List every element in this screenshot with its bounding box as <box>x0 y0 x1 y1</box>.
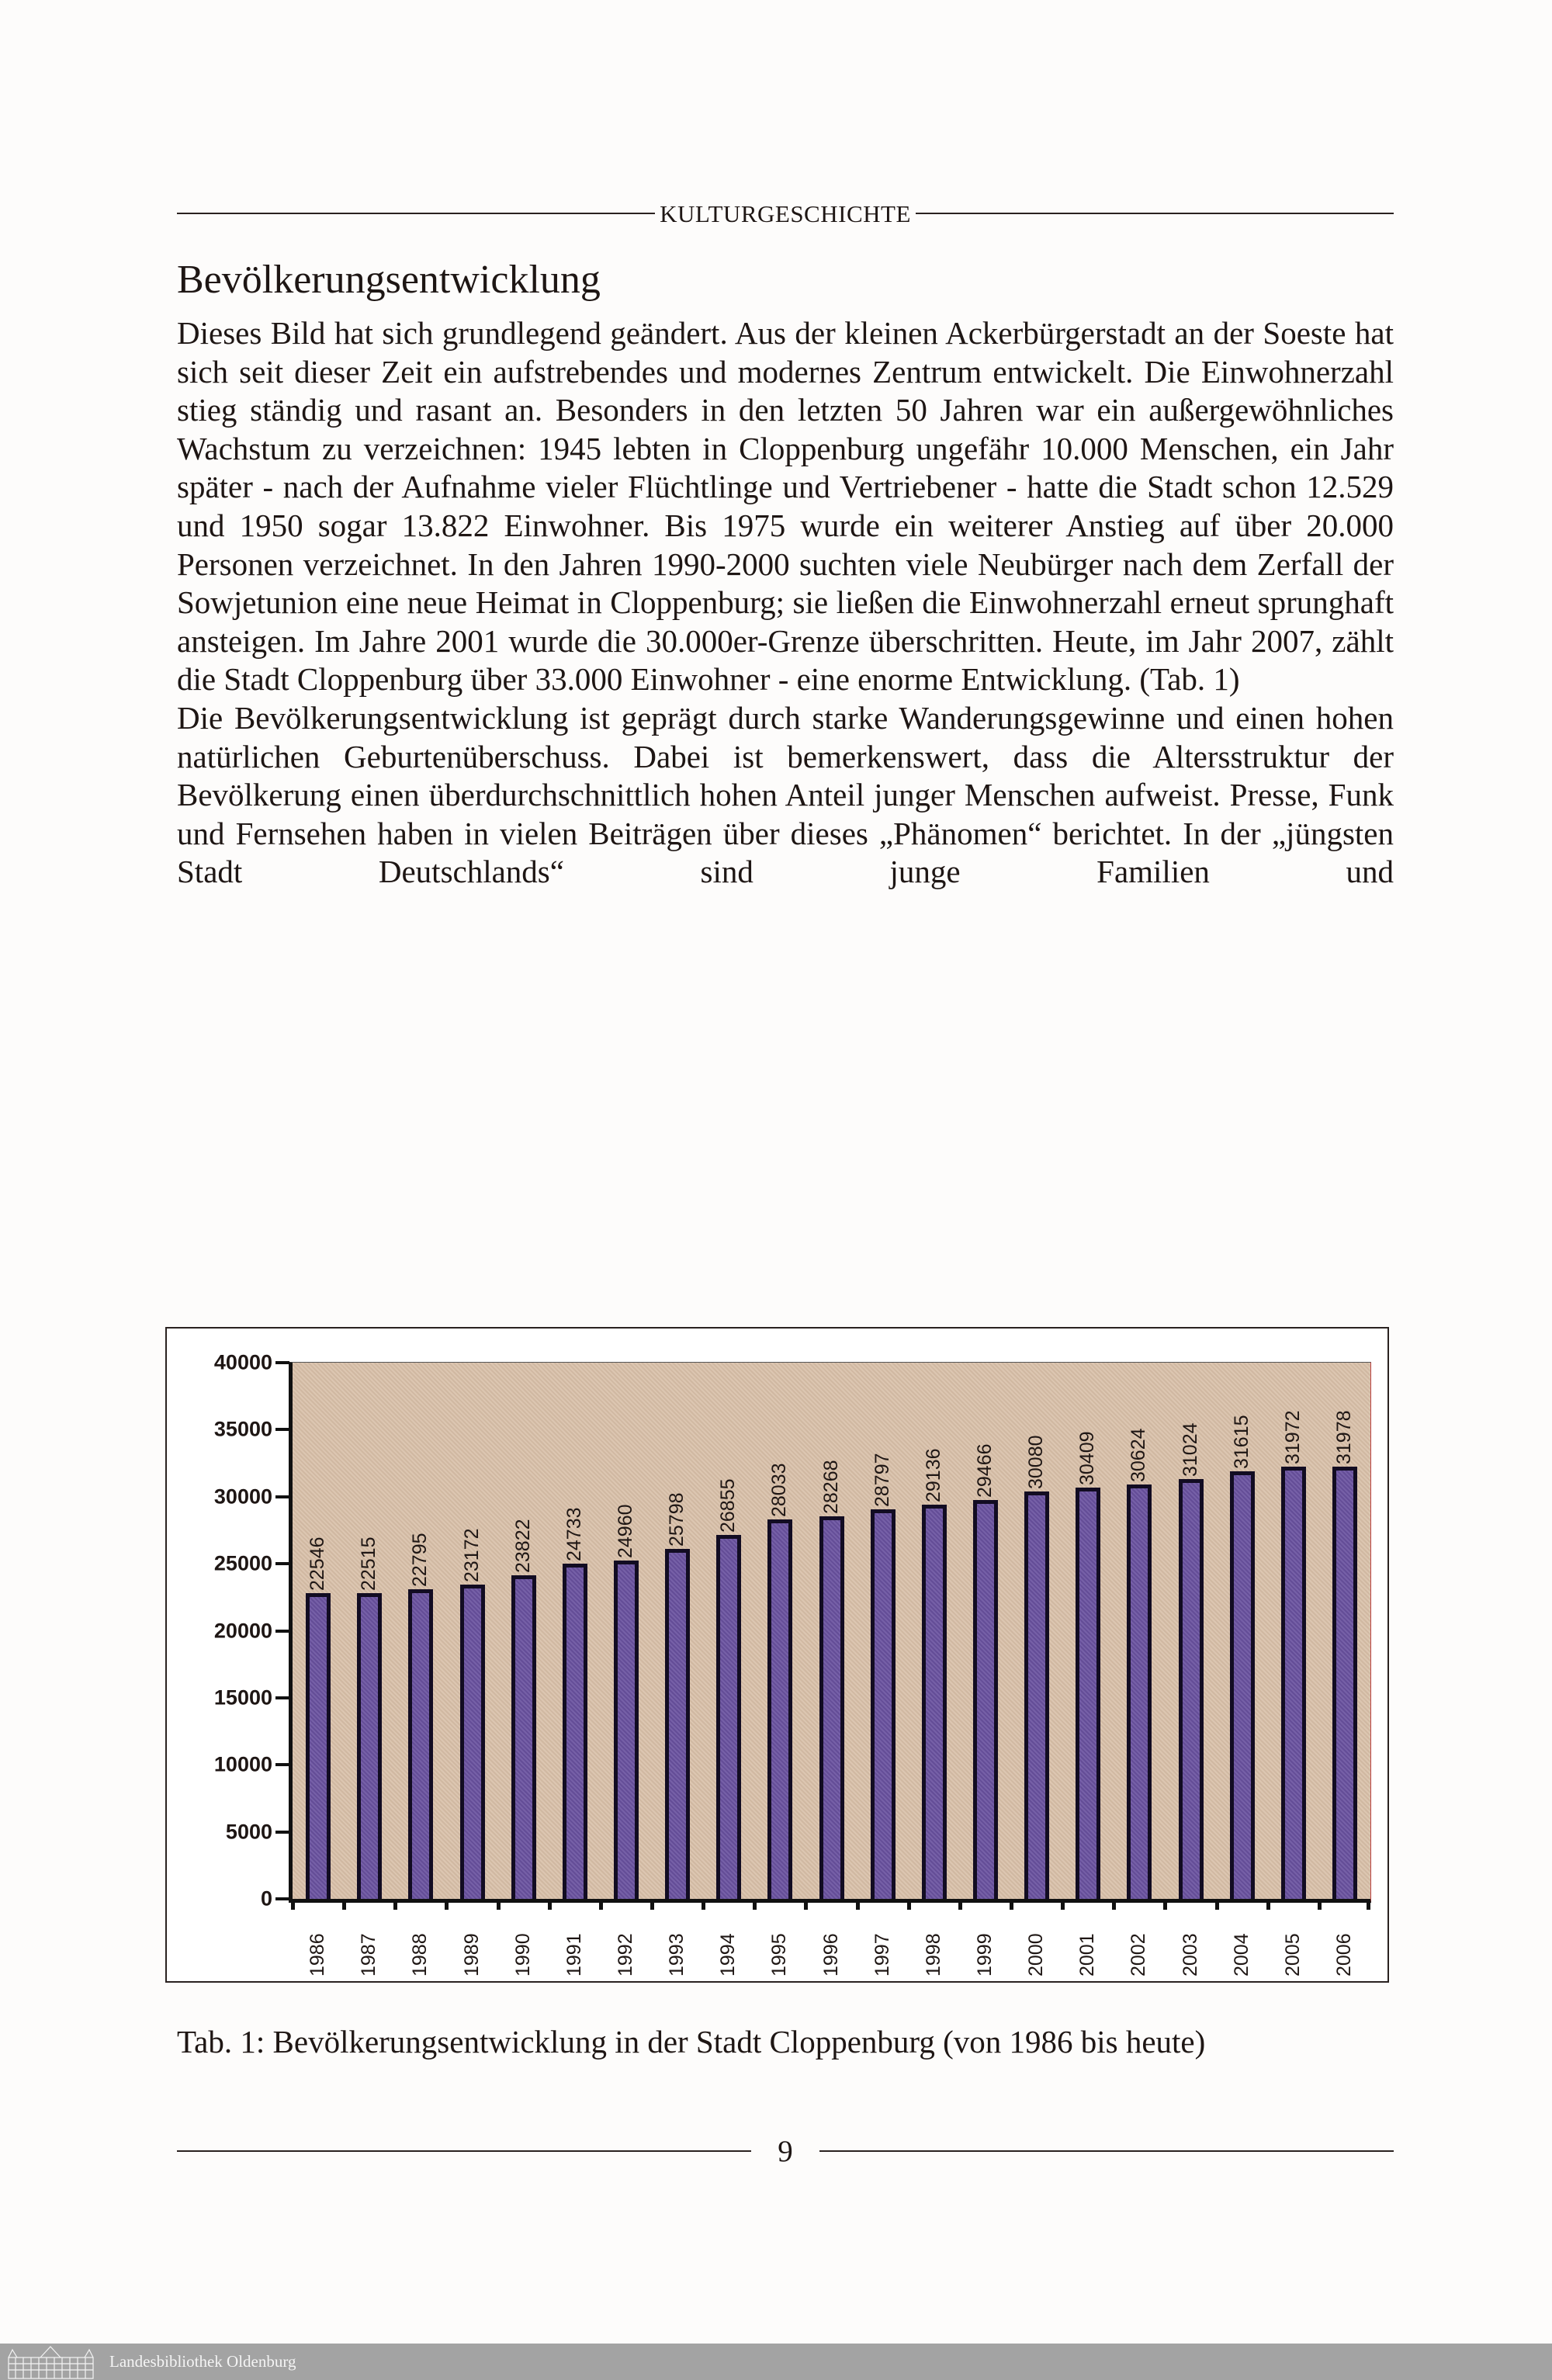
x-axis-tick <box>548 1899 552 1910</box>
paragraph-1: Dieses Bild hat sich grundlegend geändert. Aus der kleinen Ackerbürgerstadt an der Soeste hat sich seit dieser Zeit ein aufstrebendes und modernes Zentrum entwickelt. Die Einwohnerzahl stieg ständig und rasant an. Besonders in den letzten 50 Jahren war ein außergewöhnliches Wachstum zu verzeichnen: 1945 lebten in Cloppenburg ungefähr 10.000 Menschen, ein Jahr später - nach der Aufnahme vieler Flüchtlinge und Vertriebener - hatte die Stadt schon 12.529 und 1950 sogar 13.822 Einwohner. Bis 1975 wurde ein weiterer Anstieg auf über 20.000 Personen verzeichnet. In den Jahren 1990-2000 suchten viele Neubürger nach dem Zerfall der Sowjetunion eine neue Heimat in Cloppenburg; sie ließen die Einwohnerzahl erneut sprunghaft ansteigen. Im Jahre 2001 wurde die 30.000er-Grenze überschritten. Heute, im Jahr 2007, zählt die Stadt Cloppenburg über 33.000 Einwohner - eine enorme Entwicklung. (Tab. 1) <box>177 315 1394 698</box>
figure-caption: Tab. 1: Bevölkerungsentwicklung in der Stadt Cloppenburg (von 1986 bis heute) <box>177 2024 1206 2060</box>
x-axis-label: 1989 <box>460 1933 483 1976</box>
population-bar-chart <box>165 1327 1389 1983</box>
x-axis-label: 2001 <box>1076 1933 1099 1976</box>
bar-1989 <box>460 1528 485 1899</box>
x-axis-label: 1990 <box>511 1933 534 1976</box>
x-axis-label: 1987 <box>358 1933 380 1976</box>
bar-1997 <box>871 1453 896 1899</box>
x-axis-tick <box>497 1899 501 1910</box>
bar-value-label: 30409 <box>1076 1431 1099 1485</box>
bar-2001 <box>1076 1431 1100 1899</box>
x-axis-tick <box>1215 1899 1219 1910</box>
x-axis-tick <box>445 1899 449 1910</box>
x-axis-label: 2002 <box>1128 1933 1150 1976</box>
y-axis-tick <box>275 1495 289 1498</box>
bar-2006 <box>1332 1410 1357 1899</box>
bar-1994 <box>716 1478 741 1899</box>
bar-value-label: 24960 <box>614 1504 636 1558</box>
y-axis-label: 20000 <box>213 1619 272 1642</box>
library-name: Landesbibliothek Oldenburg <box>109 2352 296 2371</box>
y-axis-tick <box>275 1897 289 1900</box>
x-axis-tick <box>753 1899 757 1910</box>
bar-2005 <box>1281 1410 1306 1899</box>
x-axis-label: 1995 <box>768 1933 791 1976</box>
x-axis-tick <box>291 1899 295 1910</box>
bar-2003 <box>1179 1422 1204 1899</box>
x-axis-tick <box>393 1899 397 1910</box>
bar-1986 <box>306 1536 331 1899</box>
x-axis-tick <box>1318 1899 1322 1910</box>
y-axis-label: 15000 <box>213 1685 272 1710</box>
x-axis-tick <box>1266 1899 1270 1910</box>
header-rule-left <box>177 213 655 214</box>
y-axis-tick <box>275 1361 289 1364</box>
bar-value-label: 28797 <box>871 1453 893 1507</box>
bar-1990 <box>511 1519 536 1899</box>
bar-1988 <box>408 1533 433 1899</box>
running-header-title: KULTURGESCHICHTE <box>660 199 911 227</box>
bar-value-label: 28268 <box>819 1460 842 1514</box>
page-number: 9 <box>778 2134 793 2168</box>
bar-1996 <box>819 1460 844 1899</box>
running-header <box>177 194 1394 233</box>
x-axis-tick <box>1112 1899 1116 1910</box>
x-axis-tick <box>958 1899 962 1910</box>
bar-value-label: 22546 <box>307 1536 329 1591</box>
bar-2000 <box>1024 1435 1049 1899</box>
x-axis-label: 2006 <box>1332 1933 1355 1976</box>
x-axis-tick <box>599 1899 603 1910</box>
x-axis-label: 1986 <box>307 1933 329 1976</box>
y-axis-tick <box>275 1630 289 1633</box>
x-axis-tick <box>856 1899 860 1910</box>
bar-value-label: 31024 <box>1179 1422 1201 1478</box>
y-axis-label: 30000 <box>213 1484 272 1509</box>
bar-value-label: 31972 <box>1281 1410 1304 1464</box>
bar-value-label: 23172 <box>460 1528 483 1582</box>
bar-2002 <box>1127 1428 1152 1899</box>
x-axis-tick <box>1163 1899 1167 1910</box>
x-axis-tick <box>1010 1899 1013 1910</box>
bar-value-label: 29136 <box>922 1448 944 1502</box>
x-axis-label: 2000 <box>1025 1933 1048 1976</box>
x-axis-label: 1992 <box>614 1933 636 1976</box>
y-axis-label: 0 <box>260 1886 272 1911</box>
x-axis-label: 2003 <box>1179 1933 1201 1976</box>
x-axis-label: 1996 <box>819 1933 842 1976</box>
bar-1999 <box>973 1443 998 1899</box>
bar-value-label: 24733 <box>563 1507 585 1561</box>
x-axis-tick <box>702 1899 705 1910</box>
bar-value-label: 23822 <box>511 1519 534 1574</box>
bar-1995 <box>767 1463 792 1899</box>
x-axis-label: 2004 <box>1230 1933 1252 1976</box>
library-building-icon <box>6 2345 95 2379</box>
y-axis-label: 5000 <box>225 1820 272 1844</box>
y-axis-tick <box>275 1428 289 1431</box>
bar-value-label: 30624 <box>1128 1428 1150 1482</box>
plot-area <box>213 1350 1371 1976</box>
y-axis-label: 25000 <box>213 1551 272 1575</box>
bar-value-label: 26855 <box>717 1478 740 1533</box>
bar-1992 <box>614 1504 639 1899</box>
bar-value-label: 28033 <box>768 1463 791 1517</box>
bar-1991 <box>563 1507 587 1899</box>
bar-value-label: 29466 <box>973 1443 996 1498</box>
x-axis-tick <box>907 1899 911 1910</box>
bar-1987 <box>357 1536 382 1899</box>
x-axis-tick <box>650 1899 654 1910</box>
y-axis-tick <box>275 1763 289 1766</box>
x-axis-label: 1994 <box>717 1933 740 1976</box>
x-axis-label: 2005 <box>1281 1933 1304 1976</box>
x-axis-label: 1999 <box>973 1933 996 1976</box>
body-text <box>177 314 1394 892</box>
y-axis-tick <box>275 1831 289 1834</box>
bar-value-label: 25798 <box>666 1492 688 1547</box>
header-rule-right <box>916 213 1394 214</box>
section-heading: Bevölkerungsentwicklung <box>177 258 601 302</box>
bar-1993 <box>665 1492 690 1899</box>
bar-value-label: 22515 <box>358 1536 380 1592</box>
bar-value-label: 31615 <box>1230 1415 1252 1469</box>
y-axis-label: 35000 <box>213 1417 272 1441</box>
x-axis-label: 1998 <box>922 1933 944 1976</box>
bar-1998 <box>922 1448 947 1899</box>
y-axis-tick <box>275 1696 289 1699</box>
x-axis-label: 1993 <box>666 1933 688 1976</box>
footer-rule-left <box>177 2150 751 2152</box>
y-axis-label: 10000 <box>213 1752 272 1776</box>
page-footer <box>177 2132 1394 2170</box>
x-axis-label: 1988 <box>409 1933 431 1976</box>
library-watermark-bar <box>0 2344 1552 2380</box>
y-axis-label: 40000 <box>213 1350 272 1374</box>
bar-2004 <box>1230 1415 1255 1899</box>
footer-rule-right <box>819 2150 1394 2152</box>
y-axis-tick <box>275 1562 289 1565</box>
x-axis-label: 1997 <box>871 1933 893 1976</box>
x-axis-tick <box>1061 1899 1065 1910</box>
x-axis-tick <box>804 1899 808 1910</box>
paragraph-2: Die Bevölkerungsentwicklung ist geprägt durch starke Wanderungsgewinne und einen hohen natürlichen Geburtenüberschuss. Dabei ist bemerkenswert, dass die Altersstruktur der Bevölkerung einen überdurchschnittlich hohen Anteil junger Menschen aufweist. Presse, Funk und Fernsehen haben in vielen Beiträgen über dieses „Phänomen“ berichtet. In der „jüngsten Stadt Deutschlands“ sind junge Familien und <box>177 699 1394 890</box>
bar-value-label: 31978 <box>1332 1410 1355 1464</box>
bar-value-label: 22795 <box>409 1533 431 1588</box>
x-axis-tick <box>342 1899 346 1910</box>
bar-value-label: 30080 <box>1025 1435 1048 1490</box>
x-axis-label: 1991 <box>563 1933 585 1976</box>
x-axis-tick <box>1367 1899 1370 1910</box>
